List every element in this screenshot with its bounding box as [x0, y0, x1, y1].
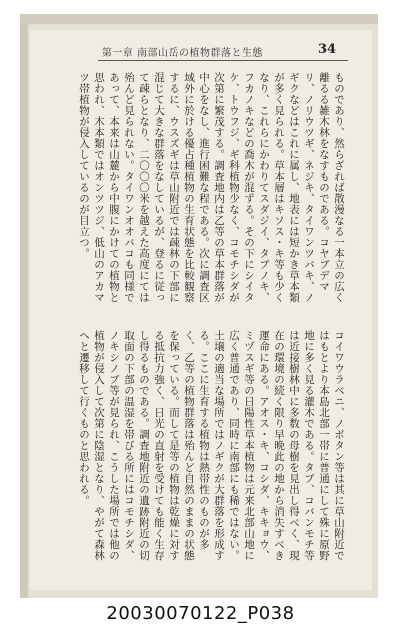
running-head: 第一章 南部山岳の植物群落と生態 — [101, 48, 263, 58]
page-number: 34 — [318, 42, 337, 57]
text-column-upper: ものであり、然らざれば散漫なる一本立の広く離るる雑木林をなすものである。コヤブデマリ、ノリウツギ、ネジキ、タイワンツバキ、ノギクなどはこれに属し、地表には短かき草本類が多く見られる。草本層はキソス・キ等も少くなり、これらにかわりてスダジイ、タブノキ、フカノキなどの喬木が混ずる。その下にシイタケ、トウフジ、ギ科植物少なく、コモチシダが次第に繁茂する。調査地内は乙等の草本群落が中心をなし、進行困難な程である。次に調査区域外に於ける優占種植物の生育状態を比較観察するに、ウスズギは草山附近では疎林の下部に混じて大きな群落をなしているが、登るに従って疎らとなり、二〇〇〇米を越えた高度にては殆んど見られない。タイワンオオバコも同様であって、本来は山麓から中腹にかけての植物と思われ、木本類ではオンツツジ、低山のアカマツ帯植物が侵入しているのが目立つ。 — [78, 72, 345, 303]
image-caption: 20030070122_P038 — [106, 603, 295, 624]
book-spine-edge — [20, 24, 28, 598]
text-column-lower: コイワウラベニ、ノボタン等は其に草山附近ではもとより本島北部一帯に普通にして殊に原野地に多く見る灌木である。タブ、コバンモチ等は近接樹林中に多数の母樹を見出し得べく、現在の環境の続く限り早晩此の地から消失すべき運命にある。アオス・キ、コシダ、キキョウ、ミヅスギ等の日陽性草本植物は元来北部山地に広く普通であり、同時に南部にも稀ではない。土壌の適当な場所ではノギクが大群落を形成する。ここに生育する植物は熱帯性のものが多く、乙等の植物群落は殆んど自然のままの状態を保っている。而して是等の植物は乾燥に対する抵抗力強く、日光の直射を受けても能く生存し得るものである。調査地附近の遺跡附近の切取面の下部の温湿を帯びる所にはコモチシダ、ノキシノブ等が見られ、こうした場所では他の植物が侵入して次第に陰湿となり、やがて森林へと遷移して行くものと思われる。 — [78, 330, 345, 561]
header-rule — [98, 60, 348, 61]
